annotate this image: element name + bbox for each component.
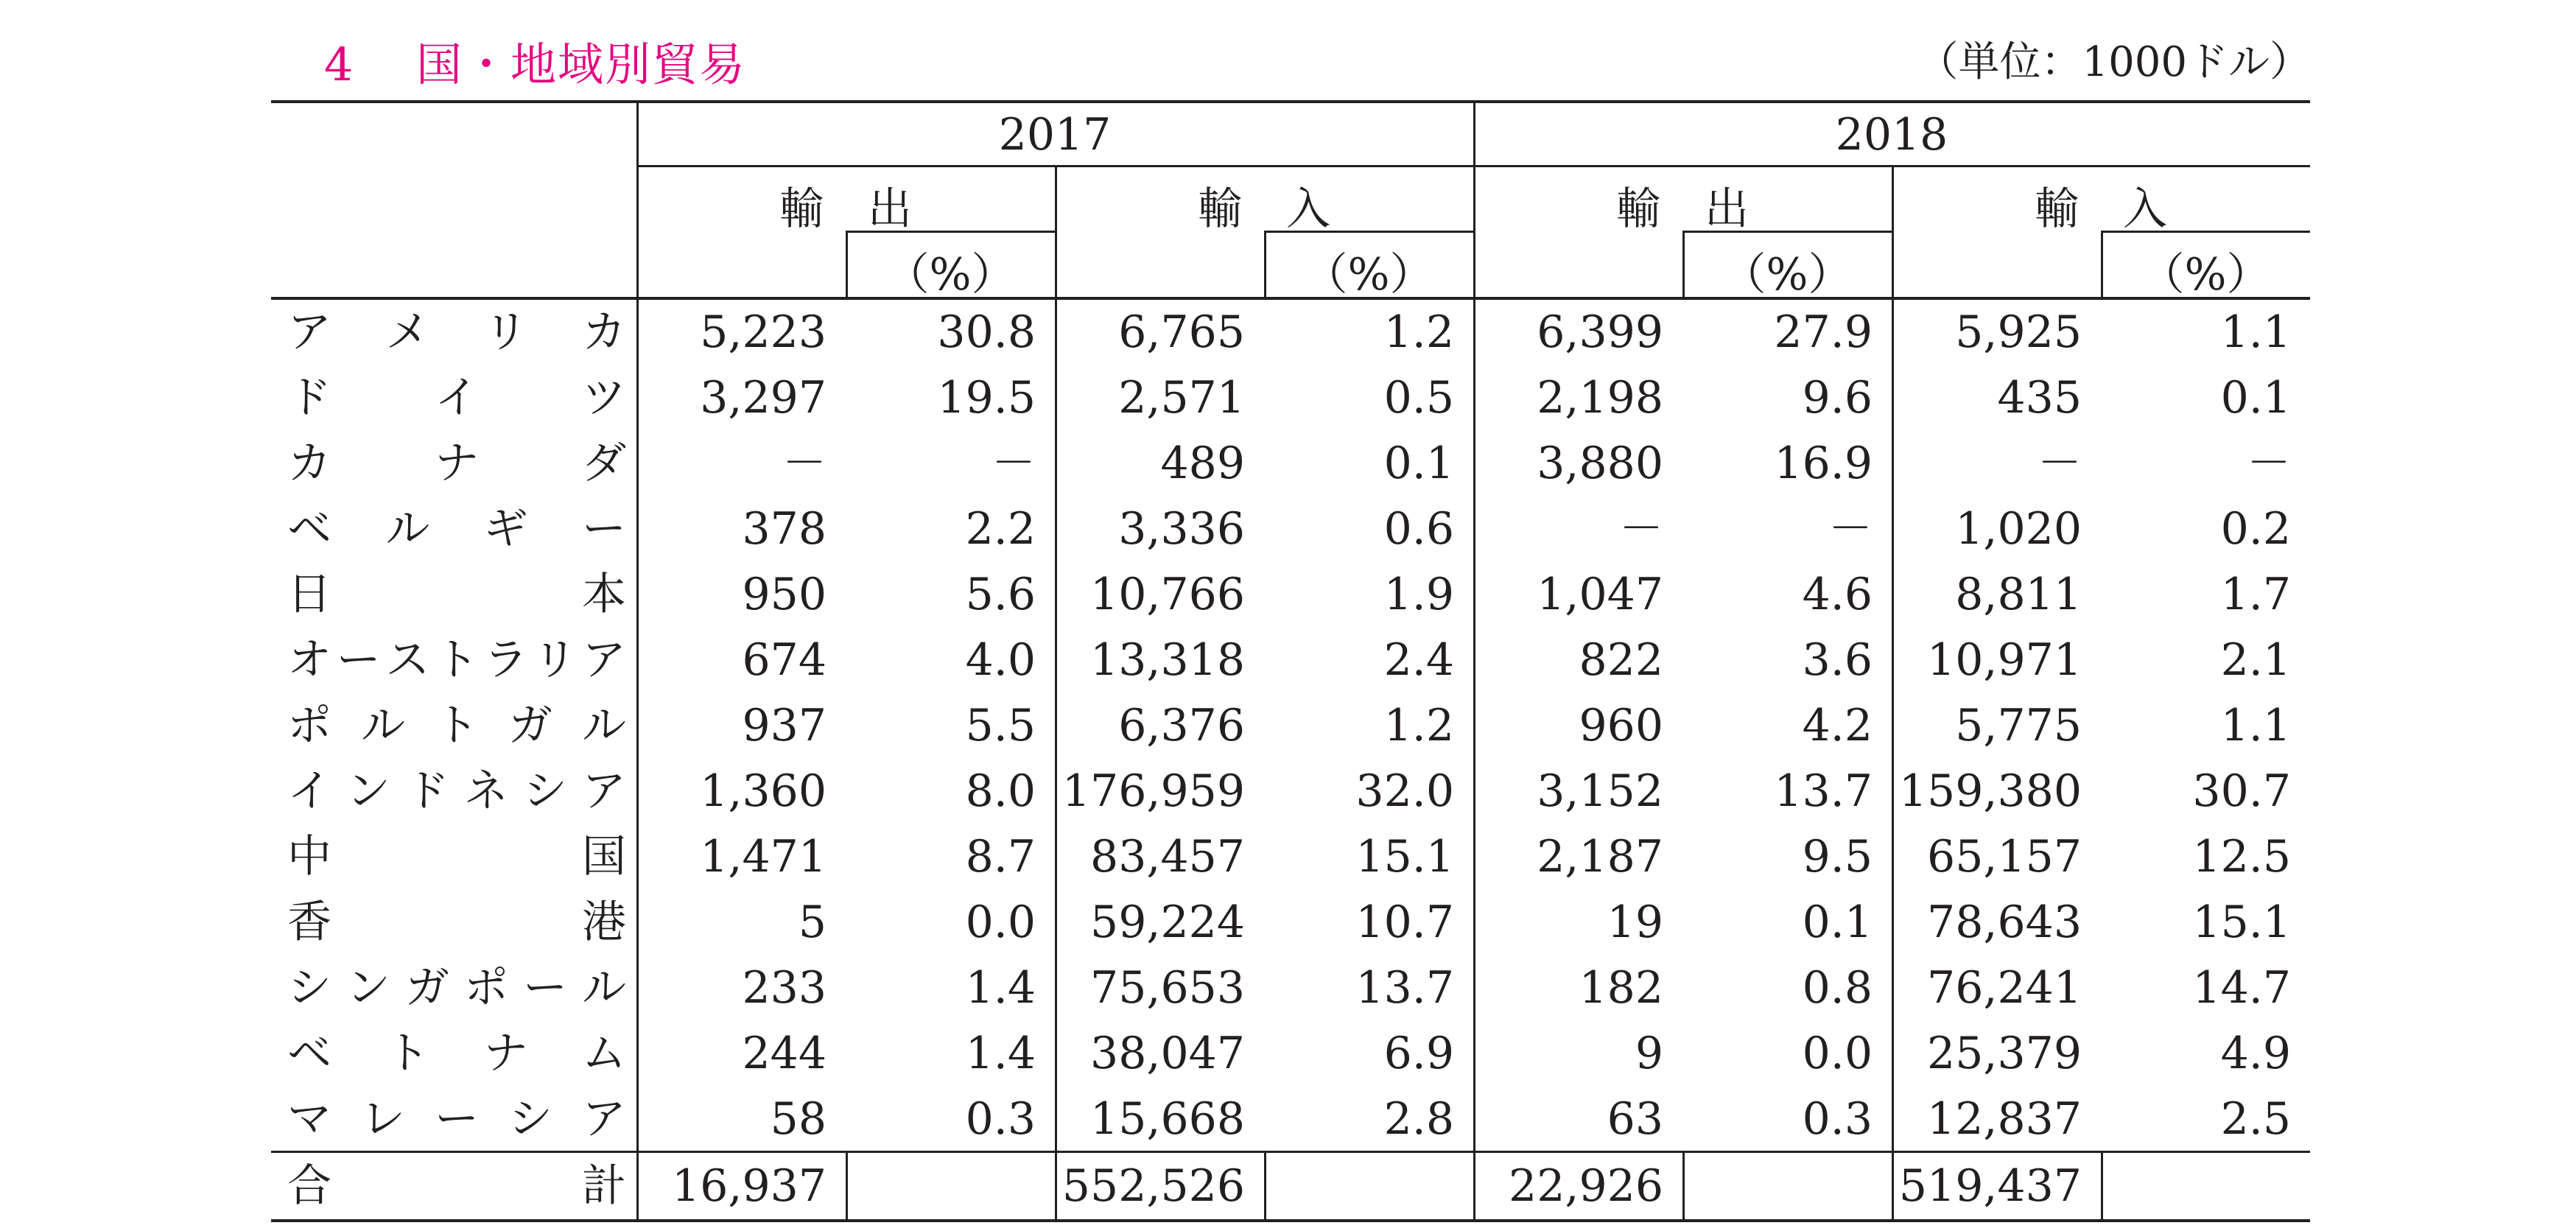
data-row-cell: 937 (742, 700, 827, 751)
data-row-cell: 30.7 (2192, 765, 2291, 817)
percent-header: （%） (1303, 249, 1434, 301)
row-label (287, 300, 626, 365)
row-label-char: カ (581, 306, 626, 358)
data-row-cell: 78,643 (1927, 897, 2082, 948)
percent-header: （%） (2140, 249, 2271, 301)
total-row-cell: 552,526 (1061, 1160, 1245, 1212)
data-row-cell: 4.9 (2220, 1028, 2291, 1079)
data-row-cell: 0.5 (1383, 372, 1454, 424)
data-row-cell: 0.1 (2220, 372, 2291, 424)
row-label-char: シ (508, 1093, 552, 1145)
data-row-cell: 0.2 (2220, 503, 2291, 555)
row-label (287, 890, 626, 955)
row-label-char: 合 (287, 1160, 331, 1212)
data-row-cell: 58 (770, 1093, 827, 1145)
data-row-cell: 2.1 (2220, 634, 2291, 686)
data-row-cell: 5.5 (965, 700, 1036, 751)
table-top-rule (271, 100, 2310, 103)
data-row-cell: 3.6 (1802, 634, 1873, 686)
data-row-cell: 13.7 (1355, 962, 1454, 1014)
data-row-cell: 6,376 (1118, 700, 1245, 751)
data-row-cell: 950 (742, 569, 827, 620)
total-row-cell: 16,937 (672, 1160, 827, 1212)
data-row-cell: 8.7 (965, 831, 1036, 883)
row-label-char: ル (582, 700, 626, 751)
row-label-char: ル (361, 700, 405, 751)
data-row-cell: 25,379 (1927, 1028, 2082, 1079)
data-row-cell: 5,223 (700, 306, 827, 358)
data-row-cell: 435 (1997, 372, 2082, 424)
row-label-char: ト (385, 1028, 430, 1079)
data-row-cell: 0.3 (1802, 1093, 1873, 1145)
row-label-char: ー (336, 634, 381, 686)
data-row-cell: 244 (742, 1028, 827, 1079)
row-label-char: イ (287, 765, 331, 817)
data-row-cell: 15,668 (1090, 1093, 1245, 1145)
data-row-cell: 5,775 (1955, 700, 2082, 751)
data-row-cell: 1.9 (1383, 569, 1454, 620)
row-label-char: シ (287, 962, 331, 1014)
row-label-char: ギ (483, 503, 528, 555)
row-label-char: 港 (582, 897, 626, 948)
data-row-cell: － (2038, 438, 2082, 489)
data-row-cell: 6.9 (1383, 1028, 1454, 1079)
data-row-cell: 1.2 (1383, 700, 1454, 751)
total-row-cell (1682, 1154, 1873, 1219)
row-label-char: ナ (435, 438, 479, 489)
data-row-cell: 10,971 (1927, 634, 2082, 686)
row-label-char: メ (385, 306, 430, 358)
row-label-char: ス (385, 634, 430, 686)
data-row-cell: 2.8 (1383, 1093, 1454, 1145)
data-row-cell: 15.1 (1355, 831, 1454, 883)
row-label-char: ル (385, 503, 430, 555)
row-label-char: ア (581, 634, 626, 686)
data-row-cell: 19 (1607, 897, 1663, 948)
row-label-char: ナ (483, 1028, 528, 1079)
data-row-cell: 9 (1635, 1028, 1663, 1079)
data-row-cell: 2.4 (1383, 634, 1454, 686)
row-label-char: ア (582, 1093, 626, 1145)
data-row-cell: 2.2 (965, 503, 1036, 555)
table-title-text: 国・地域別貿易 (416, 38, 747, 91)
data-row-cell: 13.7 (1774, 765, 1873, 817)
data-row-cell: 2.5 (2220, 1093, 2291, 1145)
data-row-cell: 27.9 (1774, 306, 1873, 358)
data-row-cell: 960 (1579, 700, 1663, 751)
table-title (324, 28, 746, 94)
row-label-char: 本 (582, 569, 626, 620)
export-header: 輸 出 (779, 183, 912, 235)
data-row-cell: 76,241 (1927, 962, 2082, 1014)
data-row-cell: 30.8 (937, 306, 1036, 358)
data-row-cell: 75,653 (1090, 962, 1245, 1014)
import-header: 輸 入 (2035, 183, 2167, 235)
row-label-char: ド (287, 372, 331, 424)
row-label (287, 628, 626, 693)
row-label (287, 955, 626, 1021)
row-label-char: ベ (287, 503, 331, 555)
data-row-cell: 2,198 (1537, 372, 1663, 424)
row-label-char: 計 (582, 1160, 626, 1212)
data-row-cell: 0.0 (1802, 1028, 1873, 1079)
row-label-char: ツ (582, 372, 626, 424)
row-label-char: ト (434, 634, 479, 686)
row-label-char: ー (581, 503, 626, 555)
row-label (287, 1154, 626, 1219)
data-row-cell: 4.0 (965, 634, 1036, 686)
data-row-cell: 1,020 (1955, 503, 2082, 555)
data-row-cell: 159,380 (1898, 765, 2082, 817)
row-label (287, 1087, 626, 1152)
data-row-cell: 12,837 (1927, 1093, 2082, 1145)
data-row-cell: 378 (742, 503, 827, 555)
data-row-cell: 0.1 (1802, 897, 1873, 948)
data-row-cell: 10.7 (1355, 897, 1454, 948)
total-row-cell (846, 1154, 1036, 1219)
data-row-cell: 38,047 (1090, 1028, 1245, 1079)
data-row-cell: 822 (1579, 634, 1663, 686)
data-row-cell: － (1619, 503, 1663, 555)
data-row-cell: 10,766 (1090, 569, 1245, 620)
row-label-char: ポ (464, 962, 508, 1014)
row-label-char: ル (582, 962, 626, 1014)
data-row-cell: 4.2 (1802, 700, 1873, 751)
data-row-cell: 32.0 (1355, 765, 1454, 817)
row-label-char: ム (581, 1028, 626, 1079)
percent-header: （%） (1722, 249, 1853, 301)
data-row-cell: 1.1 (2220, 306, 2291, 358)
data-row-cell: 14.7 (2192, 962, 2291, 1014)
row-label-char: レ (361, 1093, 405, 1145)
unit-note: （単位：1000ドル） (1917, 38, 2311, 86)
data-row-cell: 8.0 (965, 765, 1036, 817)
row-label (287, 497, 626, 562)
data-row-cell: 5 (798, 897, 827, 948)
data-row-cell: 1.4 (965, 1028, 1036, 1079)
data-row-cell: 16.9 (1774, 438, 1873, 489)
import-header: 輸 入 (1198, 183, 1330, 235)
data-row-cell: 3,880 (1537, 438, 1663, 489)
row-label-char: ポ (287, 700, 331, 751)
data-row-cell: 3,152 (1537, 765, 1663, 817)
total-row-cell: 519,437 (1898, 1160, 2082, 1212)
data-row-cell: 13,318 (1090, 634, 1245, 686)
total-row-cell: 22,926 (1509, 1160, 1663, 1212)
data-row-cell: 489 (1160, 438, 1245, 489)
row-label-char: ダ (582, 438, 626, 489)
data-row-cell: 1,360 (700, 765, 827, 817)
row-label-char: 国 (582, 831, 626, 883)
row-label-char: オ (287, 634, 331, 686)
data-row-cell: 1.1 (2220, 700, 2291, 751)
data-row-cell: 3,297 (700, 372, 827, 424)
export-header: 輸 出 (1616, 183, 1749, 235)
data-row-cell: 0.3 (965, 1093, 1036, 1145)
row-label (287, 431, 626, 497)
data-row-cell: 8,811 (1955, 569, 2082, 620)
data-row-cell: 63 (1607, 1093, 1663, 1145)
data-row-cell: 674 (742, 634, 827, 686)
data-row-cell: 1.2 (1383, 306, 1454, 358)
row-label-char: ー (523, 962, 567, 1014)
data-row-cell: 59,224 (1090, 897, 1245, 948)
data-row-cell: 12.5 (2192, 831, 2291, 883)
row-label-char: ラ (483, 634, 528, 686)
row-label-char: ベ (287, 1028, 331, 1079)
data-row-cell: 176,959 (1061, 765, 1245, 817)
row-label (287, 759, 626, 824)
row-label-char: リ (483, 306, 528, 358)
data-row-cell: 2,571 (1118, 372, 1245, 424)
data-row-cell: 5.6 (965, 569, 1036, 620)
data-row-cell: 4.6 (1802, 569, 1873, 620)
row-label (287, 562, 626, 628)
data-row-cell: 1,471 (700, 831, 827, 883)
row-label-char: 日 (287, 569, 331, 620)
row-label-char: ー (435, 1093, 479, 1145)
row-label-char: 香 (287, 897, 331, 948)
data-row-cell: 1,047 (1537, 569, 1663, 620)
row-label (287, 693, 626, 759)
percent-header: （%） (885, 249, 1016, 301)
total-row-cell (2101, 1154, 2291, 1219)
data-row-cell: － (992, 438, 1036, 489)
row-label-char: カ (287, 438, 331, 489)
data-row-cell: 15.1 (2192, 897, 2291, 948)
data-row-cell: 65,157 (1927, 831, 2082, 883)
row-label (287, 824, 626, 890)
data-row-cell: 6,765 (1118, 306, 1245, 358)
table-bottom-rule (271, 1219, 2310, 1222)
data-row-cell: 0.6 (1383, 503, 1454, 555)
row-label-char: ア (287, 306, 331, 358)
data-row-cell: 0.1 (1383, 438, 1454, 489)
data-row-cell: 0.8 (1802, 962, 1873, 1014)
data-row-cell: 182 (1579, 962, 1663, 1014)
data-row-cell: 3,336 (1118, 503, 1245, 555)
table-number: 4 (324, 38, 355, 91)
row-label-char: ド (405, 765, 449, 817)
row-label-char: ア (582, 765, 626, 817)
row-label-char: ガ (405, 962, 449, 1014)
row-label-char: 中 (287, 831, 331, 883)
row-label (287, 1021, 626, 1087)
data-row-cell: 233 (742, 962, 827, 1014)
data-row-cell: 9.5 (1802, 831, 1873, 883)
data-row-cell: 83,457 (1090, 831, 1245, 883)
row-label-char: ン (346, 765, 390, 817)
data-row-cell: 2,187 (1537, 831, 1663, 883)
year-header-2017: 2017 (998, 109, 1112, 161)
data-row-cell: 0.0 (965, 897, 1036, 948)
data-row-cell: 6,399 (1537, 306, 1663, 358)
row-label-char: イ (435, 372, 479, 424)
data-row-cell: 9.6 (1802, 372, 1873, 424)
data-row-cell: 1.7 (2220, 569, 2291, 620)
row-label (287, 365, 626, 431)
data-row-cell: 1.4 (965, 962, 1036, 1014)
row-label-char: マ (287, 1093, 331, 1145)
row-label-char: ガ (508, 700, 552, 751)
year-header-2018: 2018 (1835, 109, 1948, 161)
row-label-char: ン (346, 962, 390, 1014)
row-label-char: ネ (464, 765, 508, 817)
row-label-char: ト (435, 700, 479, 751)
row-label-char: シ (523, 765, 567, 817)
data-row-cell: 5,925 (1955, 306, 2082, 358)
data-row-cell: － (1828, 503, 1873, 555)
data-row-cell: 19.5 (937, 372, 1036, 424)
row-label-char: リ (533, 634, 578, 686)
total-row-cell (1264, 1154, 1454, 1219)
data-row-cell: － (2247, 438, 2291, 489)
data-row-cell: － (782, 438, 827, 489)
